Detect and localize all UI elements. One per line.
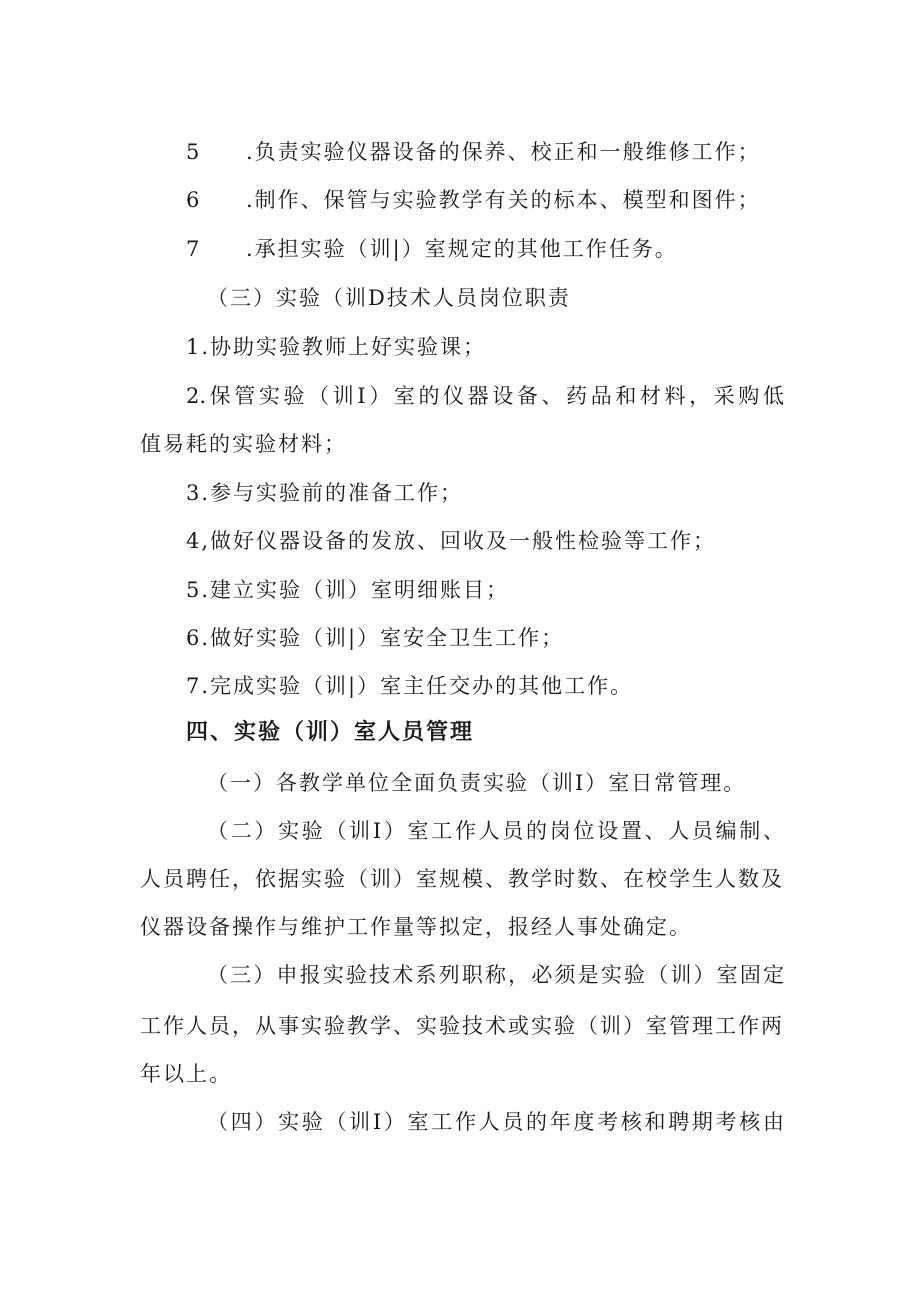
list-text: .负责实验仪器设备的保养、校正和一般维修工作； (246, 140, 761, 164)
list-item: 1.协助实验教师上好实验课； (186, 335, 487, 359)
list-text: .承担实验（训|）室规定的其他工作任务。 (246, 237, 678, 261)
section-heading: 四、实验（训）室人员管理 (186, 720, 475, 745)
list-text: .制作、保管与实验教学有关的标本、模型和图件； (246, 188, 761, 212)
section-subheading: （三）实验（训D技术人员岗位职责 (207, 286, 571, 310)
list-item (186, 187, 761, 213)
paragraph-line: （三）申报实验技术系列职称，必须是实验（训）室固定 (207, 963, 784, 987)
list-item: 5.建立实验（训）室明细账目； (186, 578, 510, 602)
paragraph-line: 年以上。 (140, 1062, 232, 1086)
list-item (186, 139, 761, 165)
list-item: 2.保管实验（训I）室的仪器设备、药品和材料，采购低 (186, 384, 784, 408)
list-item: 7.完成实验（训|）室主任交办的其他工作。 (186, 674, 634, 698)
paragraph-line: （二）实验（训I）室工作人员的岗位设置、人员编制、 (207, 819, 784, 843)
paragraph-line: 工作人员，从事实验教学、实验技术或实验（训）室管理工作两 (140, 1014, 782, 1038)
list-item: 6.做好实验（训|）室安全卫生工作； (186, 626, 565, 650)
list-item: 4,做好仪器设备的发放、回收及一般性检验等工作； (186, 529, 717, 553)
paragraph-line: （一）各教学单位全面负责实验（训I）室日常管理。 (207, 771, 747, 795)
list-item (186, 236, 678, 262)
list-number: 6 (186, 188, 202, 212)
list-item: 3.参与实验前的准备工作； (186, 481, 464, 505)
list-number: 5 (186, 140, 202, 164)
paragraph-line: （四）实验（训I）室工作人员的年度考核和聘期考核由 (207, 1110, 784, 1134)
paragraph-line: 人员聘任，依据实验（训）室规模、教学时数、在校学生人数及 (140, 867, 782, 891)
list-number: 7 (186, 237, 202, 261)
list-item-continuation: 值易耗的实验材料； (140, 432, 347, 456)
paragraph-line: 仪器设备操作与维护工作量等拟定，报经人事处确定。 (140, 915, 692, 939)
